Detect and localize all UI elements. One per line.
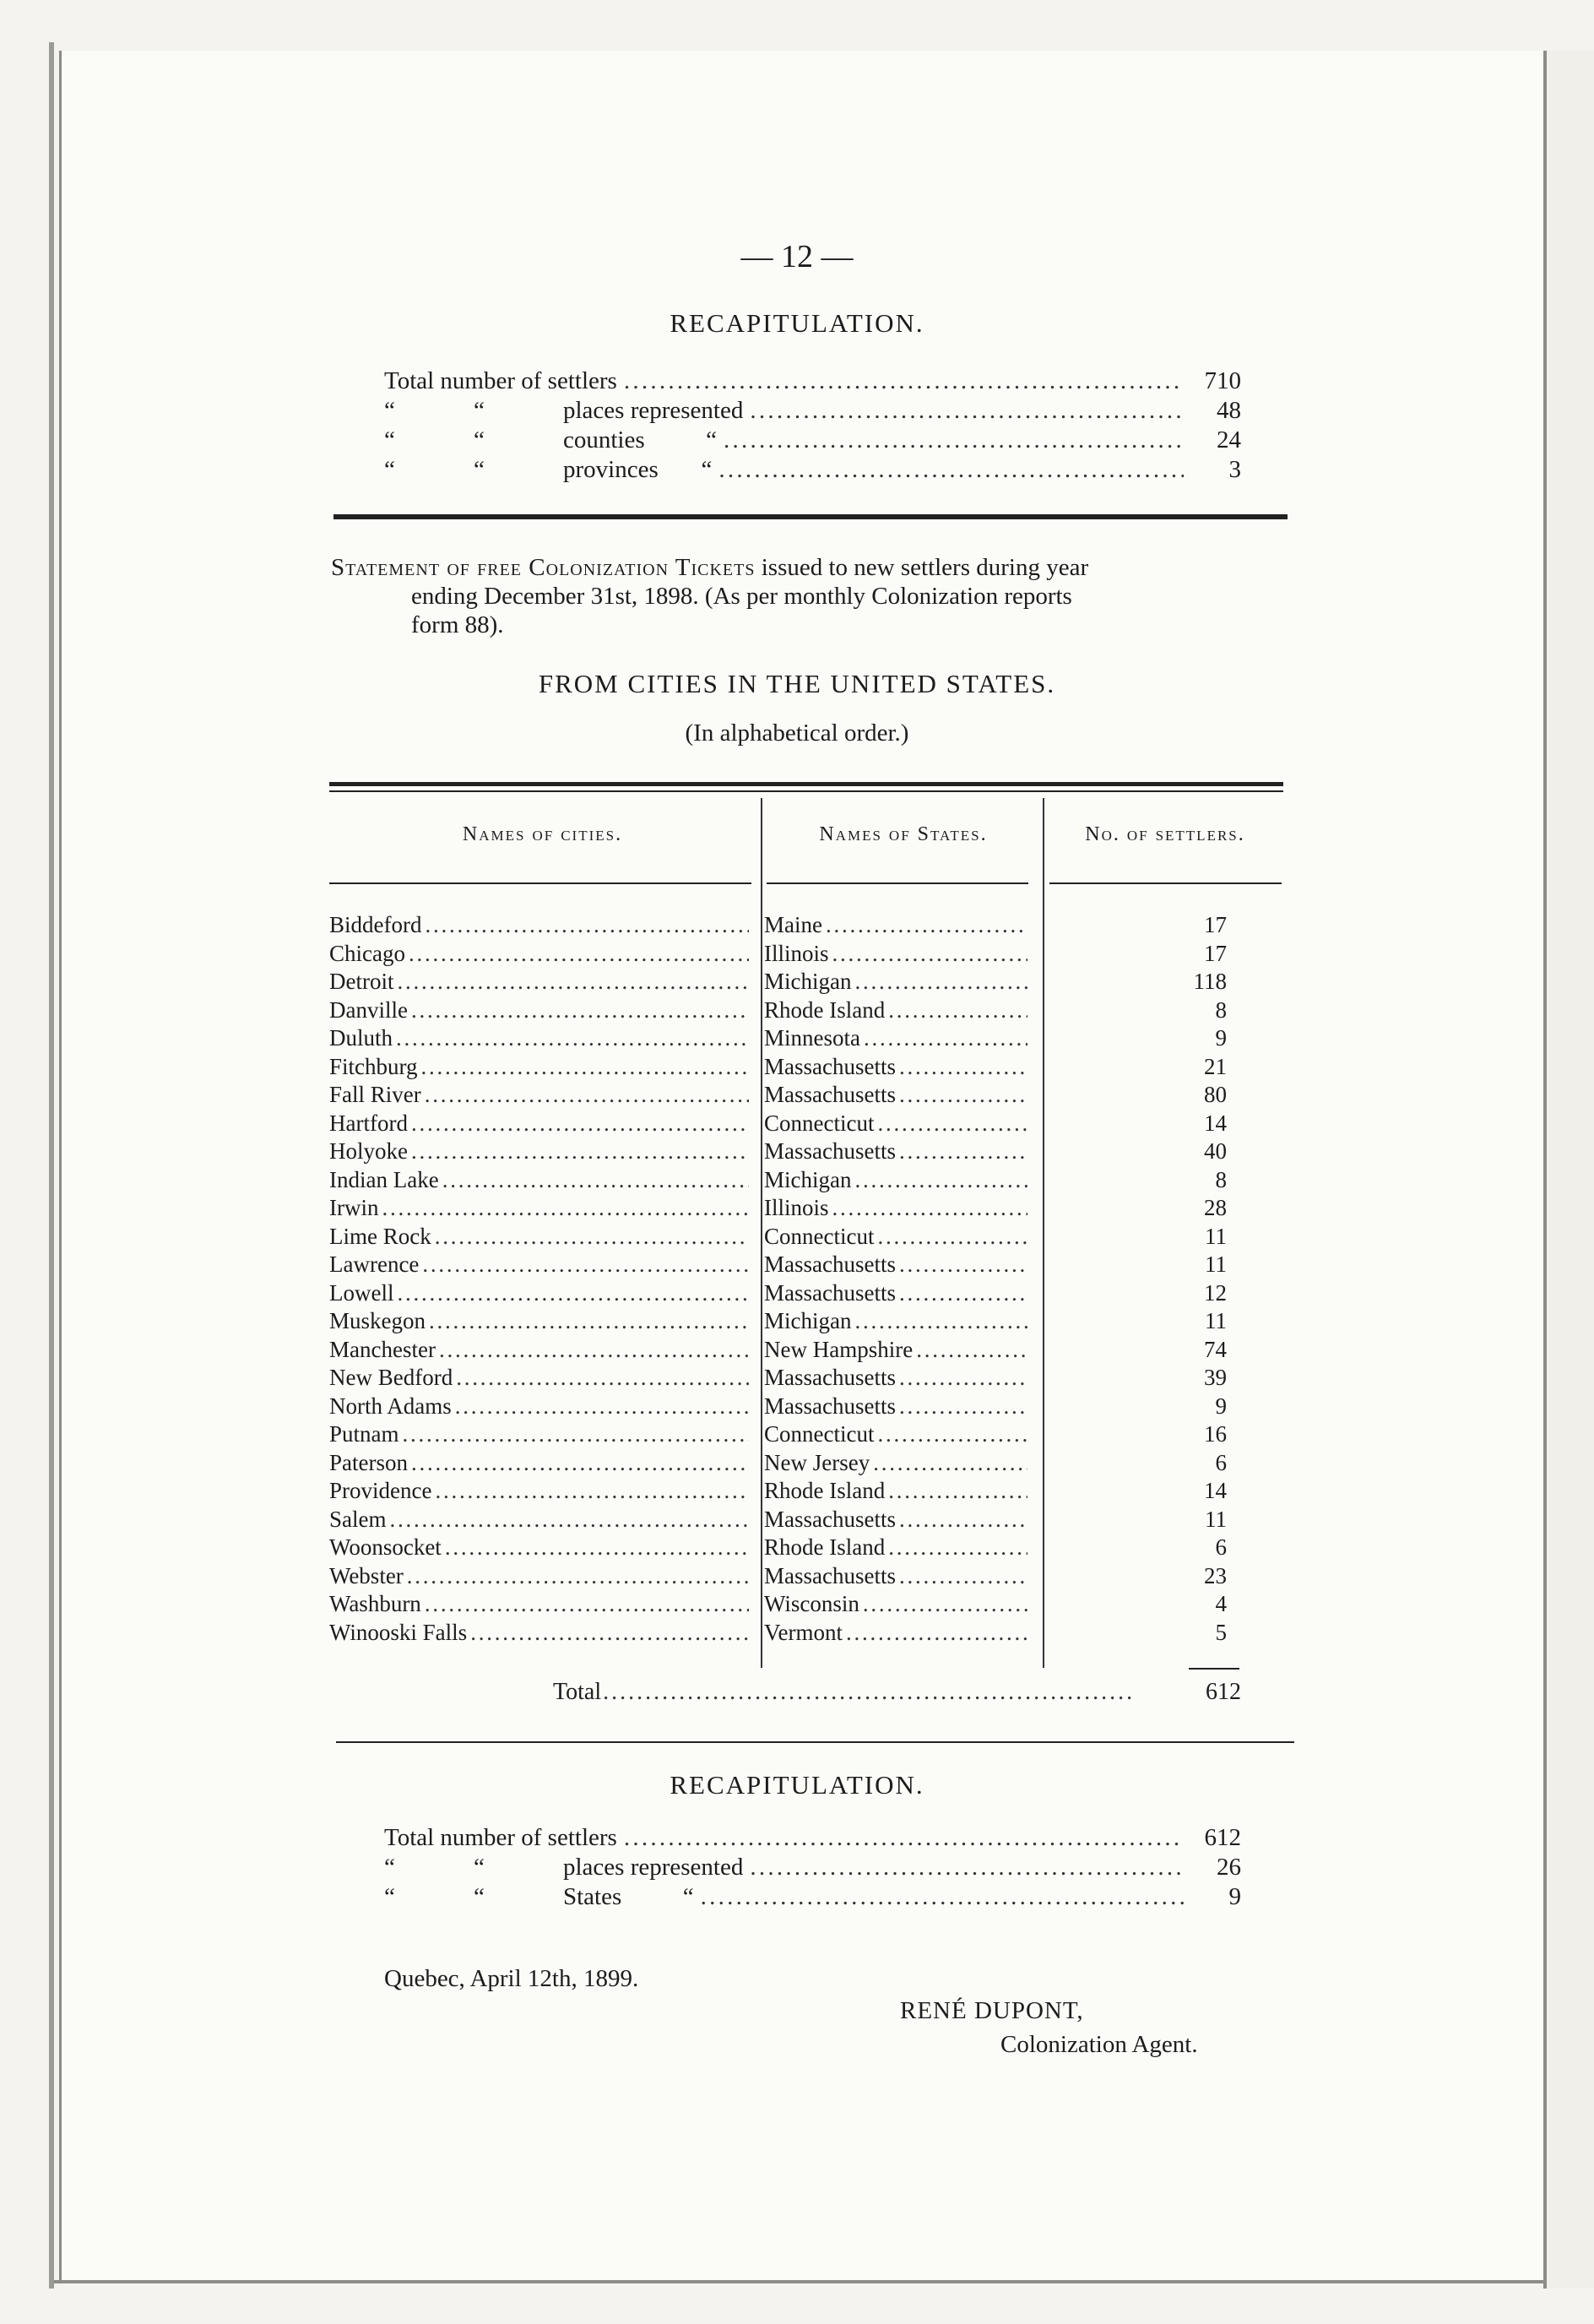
leader-dots (750, 1854, 1184, 1881)
settlers-count: 8 (1215, 1166, 1227, 1192)
leader-dots (624, 367, 1184, 395)
ditto-mark: “ (474, 1883, 485, 1910)
state-name: Massachusetts (764, 1365, 896, 1390)
total-row (553, 1679, 1241, 1706)
city-name: Muskegon (329, 1308, 426, 1333)
table-row (329, 1167, 1254, 1196)
header-underline-state (767, 882, 1028, 884)
state-name: Illinois (764, 1195, 829, 1220)
signatory-name: RENÉ DUPONT, (900, 1997, 1084, 2024)
city-name: Providence (329, 1478, 432, 1503)
leader-dots (409, 941, 749, 967)
settlers-count: 5 (1215, 1619, 1227, 1645)
place-date: Quebec, April 12th, 1899. (384, 1965, 639, 1992)
statement-line3: form 88). (411, 611, 504, 638)
recap-label-text: counties “ (563, 426, 718, 453)
table-row (329, 941, 1254, 969)
city-cell (329, 1224, 756, 1250)
state-name: Michigan (764, 1166, 852, 1192)
leader-dots (877, 1224, 1027, 1250)
city-cell (329, 1025, 756, 1051)
total-value: 612 (1206, 1679, 1241, 1705)
recap-value: 48 (1217, 397, 1241, 424)
city-cell (329, 1167, 756, 1193)
recap-row (384, 1854, 1241, 1884)
leader-dots (442, 1167, 749, 1193)
table-row (329, 1025, 1254, 1054)
table-row (329, 1393, 1254, 1422)
recap-label-text: provinces “ (563, 456, 713, 483)
city-cell (329, 1337, 756, 1363)
settlers-count: 4 (1215, 1591, 1227, 1616)
state-name: Maine (764, 912, 822, 937)
recap-label (384, 456, 712, 484)
leader-dots (455, 1393, 749, 1420)
city-cell (329, 1450, 756, 1476)
city-cell (329, 1195, 756, 1221)
leader-dots (832, 1195, 1027, 1221)
state-name: Rhode Island (764, 996, 886, 1023)
recap-value: 3 (1228, 456, 1241, 483)
table-row (329, 969, 1254, 997)
city-cell (329, 1082, 756, 1108)
recap-value: 26 (1217, 1854, 1241, 1881)
leader-dots (425, 1082, 749, 1108)
leader-dots (382, 1195, 749, 1221)
leader-dots (888, 997, 1027, 1024)
state-cell (756, 1280, 1034, 1306)
table-top-rule-thick (329, 782, 1283, 786)
state-cell (756, 1421, 1034, 1447)
city-cell (329, 1110, 756, 1137)
recap-row (384, 1824, 1241, 1854)
leader-dots (888, 1534, 1027, 1561)
total-leader-dots (603, 1679, 1175, 1706)
settlers-count: 14 (1204, 1478, 1227, 1503)
city-cell (329, 1252, 756, 1278)
leader-dots (899, 1138, 1027, 1165)
table-top-rule-thin (329, 790, 1283, 792)
divider-thick-top (333, 514, 1288, 519)
statement-lead: Statement of free Colonization Tickets (331, 554, 756, 581)
settlers-count: 9 (1215, 1393, 1227, 1419)
leader-dots (916, 1337, 1027, 1363)
city-cell (329, 1308, 756, 1334)
state-name: Connecticut (764, 1223, 875, 1249)
table-row (329, 1478, 1254, 1507)
city-cell (329, 1138, 756, 1165)
leader-dots (421, 1054, 749, 1080)
total-label: Total (553, 1679, 602, 1705)
settlers-count: 17 (1204, 912, 1227, 937)
city-cell (329, 1393, 756, 1420)
page-bottom-edge (54, 2280, 1545, 2283)
settlers-count: 23 (1204, 1562, 1227, 1588)
state-cell (756, 1138, 1034, 1165)
city-cell (329, 1563, 756, 1589)
leader-dots (411, 1450, 749, 1476)
leader-dots (470, 1620, 749, 1646)
recap-label-text: places represented (563, 397, 744, 424)
state-name: Vermont (764, 1619, 843, 1645)
city-name: Putnam (329, 1421, 399, 1447)
leader-dots (899, 1082, 1027, 1108)
recap-value: 710 (1204, 367, 1241, 394)
section-subtitle: (In alphabetical order.) (685, 719, 909, 747)
leader-dots (422, 1252, 749, 1278)
facing-page-strip (1547, 51, 1594, 2289)
state-name: Michigan (764, 1308, 852, 1333)
state-name: Massachusetts (764, 1138, 896, 1164)
leader-dots (403, 1421, 749, 1447)
state-cell (756, 1365, 1034, 1391)
header-state: Names of States. (819, 823, 988, 845)
settlers-count: 12 (1204, 1279, 1227, 1306)
state-name: Rhode Island (764, 1478, 886, 1503)
ditto-mark: “ (474, 456, 485, 483)
state-cell (756, 1110, 1034, 1137)
table-row (329, 1507, 1254, 1535)
state-name: Rhode Island (764, 1534, 886, 1560)
recap-value: 612 (1204, 1824, 1241, 1851)
settlers-count: 74 (1204, 1336, 1227, 1362)
recap-label-text: Total number of settlers (384, 1824, 617, 1851)
city-name: Chicago (329, 940, 405, 966)
city-name: Lawrence (329, 1252, 420, 1277)
state-cell (756, 1450, 1034, 1476)
state-name: Minnesota (764, 1025, 860, 1051)
state-cell (756, 1054, 1034, 1080)
city-cell (329, 997, 756, 1024)
statement-line1: issued to new settlers during year (755, 554, 1089, 581)
city-name: Manchester (329, 1336, 436, 1362)
leader-dots (701, 1883, 1184, 1911)
ditto-mark: “ (474, 397, 485, 424)
settlers-count: 6 (1215, 1449, 1227, 1475)
settlers-count: 11 (1205, 1252, 1227, 1277)
state-cell (756, 1337, 1034, 1363)
settlers-count: 8 (1215, 996, 1227, 1023)
table-row (329, 1054, 1254, 1083)
ditto-mark: “ (474, 426, 485, 453)
table-row (329, 1195, 1254, 1224)
table-row (329, 1082, 1254, 1110)
table-row (329, 1308, 1254, 1337)
recap-label-text: Total number of settlers (384, 367, 617, 394)
page-number: — 12 — (740, 239, 854, 274)
state-cell (756, 997, 1034, 1024)
city-cell (329, 941, 756, 967)
city-name: Detroit (329, 969, 394, 994)
table-row (329, 1534, 1254, 1563)
ditto-mark: “ (384, 397, 395, 424)
table-row (329, 1365, 1254, 1393)
state-cell (756, 1167, 1034, 1193)
leader-dots (899, 1507, 1027, 1533)
table-row (329, 1252, 1254, 1280)
state-cell (756, 1224, 1034, 1250)
city-cell (329, 969, 756, 995)
recap-row (384, 397, 1241, 427)
city-cell (329, 1507, 756, 1533)
state-cell (756, 1252, 1034, 1278)
city-name: Fall River (329, 1082, 421, 1107)
state-name: Connecticut (764, 1421, 875, 1447)
state-cell (756, 1025, 1034, 1051)
city-cell (329, 912, 756, 938)
table-row (329, 1591, 1254, 1620)
state-cell (756, 1591, 1034, 1617)
recap-row (384, 456, 1241, 486)
leader-dots (411, 1110, 749, 1137)
leader-dots (899, 1563, 1027, 1589)
state-name: Massachusetts (764, 1562, 896, 1588)
leader-dots (397, 1280, 749, 1306)
settlers-count: 17 (1204, 940, 1227, 966)
settlers-count: 39 (1204, 1365, 1227, 1390)
leader-dots (863, 1591, 1027, 1617)
state-cell (756, 1563, 1034, 1589)
city-cell (329, 1054, 756, 1080)
city-name: Holyoke (329, 1138, 408, 1164)
ditto-mark: “ (474, 1854, 485, 1881)
settlers-count: 80 (1204, 1082, 1227, 1107)
leader-dots (899, 1365, 1027, 1391)
state-cell (756, 941, 1034, 967)
header-underline-settlers (1049, 882, 1282, 884)
settlers-count: 40 (1204, 1138, 1227, 1164)
table-row (329, 1620, 1254, 1648)
header-settlers: No. of settlers. (1085, 823, 1245, 845)
leader-dots (899, 1252, 1027, 1278)
city-name: Paterson (329, 1449, 408, 1475)
leader-dots (832, 941, 1027, 967)
table-row (329, 1138, 1254, 1167)
recap-row (384, 1883, 1241, 1914)
state-cell (756, 1195, 1034, 1221)
settlers-count: 9 (1215, 1025, 1227, 1051)
table-row (329, 1563, 1254, 1592)
table-row (329, 1337, 1254, 1366)
state-cell (756, 1534, 1034, 1561)
ditto-mark: “ (384, 426, 395, 453)
city-name: New Bedford (329, 1365, 453, 1390)
city-name: Salem (329, 1506, 387, 1532)
leader-dots (390, 1507, 750, 1533)
recap-value: 9 (1228, 1883, 1241, 1910)
table-row (329, 912, 1254, 941)
state-name: Michigan (764, 969, 852, 994)
header-underline-city (329, 882, 751, 884)
state-cell (756, 1620, 1034, 1646)
table-row (329, 1110, 1254, 1139)
state-cell (756, 1507, 1034, 1533)
recap-title-bottom: RECAPITULATION. (670, 1770, 924, 1800)
recap-label (384, 1854, 743, 1881)
city-name: Lime Rock (329, 1223, 431, 1249)
recap-label (384, 367, 617, 395)
leader-dots (411, 997, 749, 1024)
leader-dots (411, 1138, 749, 1165)
leader-dots (435, 1478, 749, 1504)
leader-dots (888, 1478, 1027, 1504)
state-name: Massachusetts (764, 1393, 896, 1419)
leader-dots (846, 1620, 1027, 1646)
leader-dots (877, 1110, 1027, 1137)
leader-dots (624, 1824, 1184, 1852)
state-cell (756, 1478, 1034, 1504)
table-row (329, 1224, 1254, 1252)
city-name: Danville (329, 996, 408, 1023)
signatory-title: Colonization Agent. (1000, 2031, 1198, 2058)
state-name: Massachusetts (764, 1053, 896, 1079)
recap-label-text: places represented (563, 1854, 744, 1881)
settlers-count: 28 (1204, 1195, 1227, 1220)
city-name: Indian Lake (329, 1166, 439, 1192)
page-binding-edge (49, 42, 54, 2289)
state-cell (756, 912, 1034, 938)
city-cell (329, 1534, 756, 1561)
city-cell (329, 1620, 756, 1646)
city-name: Biddeford (329, 912, 422, 937)
table-row (329, 1421, 1254, 1450)
settlers-count: 11 (1205, 1223, 1227, 1249)
divider-thin-bottom (336, 1741, 1294, 1743)
ditto-mark: “ (384, 1883, 395, 1910)
city-name: Webster (329, 1562, 404, 1588)
recap-row (384, 426, 1241, 457)
recap-label (384, 426, 717, 454)
leader-dots (445, 1534, 749, 1561)
state-name: Illinois (764, 940, 829, 966)
city-name: Woonsocket (329, 1534, 442, 1560)
state-name: Massachusetts (764, 1082, 896, 1107)
state-name: New Hampshire (764, 1336, 914, 1362)
leader-dots (397, 969, 749, 995)
statement-paragraph (331, 553, 1295, 639)
city-cell (329, 1478, 756, 1504)
leader-dots (899, 1393, 1027, 1420)
state-cell (756, 1308, 1034, 1334)
city-name: Washburn (329, 1591, 421, 1616)
ditto-mark: “ (384, 456, 395, 483)
city-name: Lowell (329, 1279, 394, 1306)
state-name: Massachusetts (764, 1252, 896, 1277)
leader-dots (396, 1025, 749, 1051)
city-name: North Adams (329, 1393, 452, 1419)
recap-label (384, 1883, 694, 1911)
recap-label-text: States “ (563, 1883, 694, 1910)
settlers-count: 11 (1205, 1308, 1227, 1333)
header-city: Names of cities. (462, 823, 623, 845)
section-title: FROM CITIES IN THE UNITED STATES. (538, 669, 1056, 698)
leader-dots (425, 1591, 749, 1617)
statement-line2: ending December 31st, 1898. (As per monthly Colonization reports (411, 583, 1072, 610)
state-cell (756, 1393, 1034, 1420)
leader-dots (854, 1308, 1027, 1334)
settlers-count: 14 (1204, 1110, 1227, 1136)
recap-title-top: RECAPITULATION. (670, 308, 924, 338)
leader-dots (873, 1450, 1027, 1476)
leader-dots (899, 1280, 1027, 1306)
settlers-count: 11 (1205, 1506, 1227, 1532)
leader-dots (724, 426, 1184, 454)
leader-dots (456, 1365, 749, 1391)
settlers-count: 21 (1204, 1053, 1227, 1079)
leader-dots (425, 912, 749, 938)
leader-dots (854, 1167, 1027, 1193)
table-row (329, 1280, 1254, 1309)
leader-dots (899, 1054, 1027, 1080)
state-name: Massachusetts (764, 1279, 896, 1306)
leader-dots (435, 1224, 749, 1250)
leader-dots (407, 1563, 749, 1589)
leader-dots (877, 1421, 1027, 1447)
state-name: Massachusetts (764, 1506, 896, 1532)
city-cell (329, 1365, 756, 1391)
city-name: Duluth (329, 1025, 393, 1051)
state-cell (756, 1082, 1034, 1108)
settlers-count: 6 (1215, 1534, 1227, 1560)
recap-label (384, 1824, 617, 1852)
city-name: Irwin (329, 1195, 379, 1220)
city-cell (329, 1280, 756, 1306)
city-cell (329, 1591, 756, 1617)
leader-dots (439, 1337, 749, 1363)
leader-dots (429, 1308, 749, 1334)
settlers-table (329, 912, 1254, 1648)
leader-dots (854, 969, 1027, 995)
leader-dots (750, 397, 1184, 425)
state-name: Wisconsin (764, 1591, 859, 1616)
settlers-count: 118 (1193, 969, 1227, 994)
table-row (329, 1450, 1254, 1479)
state-name: New Jersey (764, 1449, 870, 1475)
recap-row (384, 367, 1241, 398)
state-name: Connecticut (764, 1110, 875, 1136)
recap-value: 24 (1217, 426, 1241, 453)
city-name: Hartford (329, 1110, 408, 1136)
recap-label (384, 397, 743, 425)
city-cell (329, 1421, 756, 1447)
ditto-mark: “ (384, 1854, 395, 1881)
city-name: Winooski Falls (329, 1619, 468, 1645)
leader-dots (864, 1025, 1027, 1051)
leader-dots (718, 456, 1184, 484)
state-cell (756, 969, 1034, 995)
leader-dots (826, 912, 1027, 938)
city-name: Fitchburg (329, 1053, 418, 1079)
table-row (329, 997, 1254, 1026)
settlers-count: 16 (1204, 1421, 1227, 1447)
total-sum-rule (1189, 1668, 1239, 1670)
